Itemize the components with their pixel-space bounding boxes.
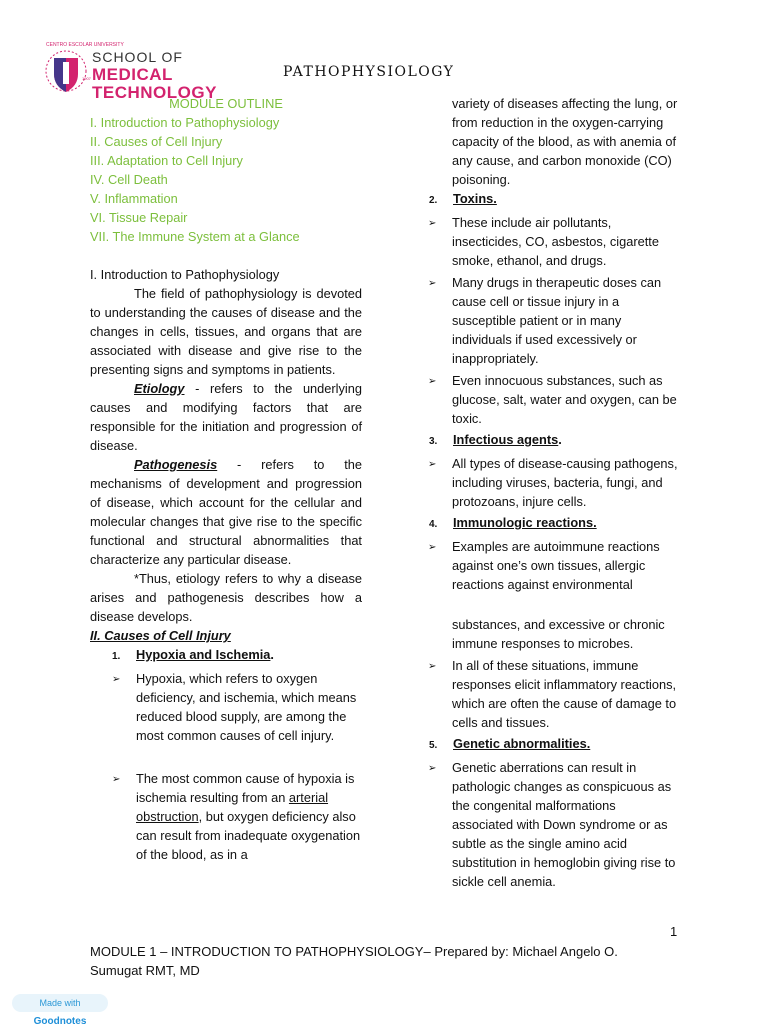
bullet-text: Hypoxia, which refers to oxygen deficiency, and ischemia, which means reduced blood supply, are among the most common causes of cell injury. bbox=[136, 671, 357, 743]
page-number: 1 bbox=[670, 924, 678, 939]
bullet-item bbox=[428, 758, 680, 891]
outline-item: I. Introduction to Pathophysiology bbox=[90, 115, 280, 130]
bullet-item bbox=[112, 769, 362, 864]
bullet-text-part: , but oxygen deficiency also can result from inadequate oxygenation of the blood, as in a bbox=[136, 809, 361, 862]
arrow-bullet-icon: ➢ bbox=[428, 661, 437, 672]
arrow-bullet-icon: ➢ bbox=[112, 774, 121, 785]
cause-number: 4. bbox=[429, 519, 438, 530]
cause-title: Immunologic reactions. bbox=[453, 515, 597, 530]
arrow-bullet-icon: ➢ bbox=[428, 376, 437, 387]
arrow-bullet-icon: ➢ bbox=[428, 278, 437, 289]
badge-made-with: Made with bbox=[39, 998, 81, 1008]
pathogenesis-term: Pathogenesis bbox=[134, 457, 218, 472]
right-column bbox=[428, 94, 680, 893]
pathogenesis-definition bbox=[90, 455, 362, 569]
arrow-bullet-icon: ➢ bbox=[428, 218, 437, 229]
cause-number: 2. bbox=[429, 195, 438, 206]
bullet-item bbox=[112, 669, 362, 745]
intro-paragraph: The field of pathophysiology is devoted to understanding the causes of disease and the changes in cells, tissues, and organs that are associated with disease and give rise to the presenting signs and symptoms in patients. bbox=[90, 286, 362, 377]
outline-item: III. Adaptation to Cell Injury bbox=[90, 153, 243, 168]
bullet-continuation: substances, and excessive or chronic immune responses to microbes. bbox=[452, 617, 665, 651]
bullet-item bbox=[428, 213, 680, 270]
cause-immunologic bbox=[429, 513, 680, 534]
document-title: PATHOPHYSIOLOGY bbox=[283, 64, 455, 80]
logo-ring-text: CENTRO ESCOLAR UNIVERSITY bbox=[46, 42, 124, 48]
logo-year: 1907 bbox=[82, 76, 91, 81]
bullet-item bbox=[428, 656, 680, 732]
cause-title: Hypoxia and Ischemia bbox=[136, 647, 271, 662]
outline-item: IV. Cell Death bbox=[90, 172, 168, 187]
etiology-definition bbox=[90, 379, 362, 455]
bullet-continuation: variety of diseases affecting the lung, or from reduction in the oxygen-carrying capacity of the blood, as with anemia of any cause, and carbon monoxide (CO) poisoning. bbox=[452, 96, 678, 187]
thus-paragraph: *Thus, etiology refers to why a disease arises and pathogenesis describes how a disease develops. bbox=[90, 571, 362, 624]
cause-title-dot: . bbox=[558, 432, 562, 447]
school-line-3: TECHNOLOGY bbox=[92, 83, 217, 102]
bullet-text: All types of disease-causing pathogens, including viruses, bacteria, fungi, and protozoans, injure cells. bbox=[452, 456, 678, 509]
intro-heading: I. Introduction to Pathophysiology bbox=[90, 267, 280, 282]
cause-number: 1. bbox=[112, 651, 121, 662]
cause-title: Infectious agents bbox=[453, 432, 559, 447]
bullet-text-part: The most common cause of hypoxia is ischemia resulting from an bbox=[136, 771, 355, 805]
school-line-1: SCHOOL OF bbox=[92, 49, 183, 65]
badge-brand: Goodnotes bbox=[33, 1016, 87, 1027]
bullet-text: Even innocuous substances, such as glucose, salt, water and oxygen, can be toxic. bbox=[452, 373, 677, 426]
cause-toxins bbox=[429, 189, 680, 210]
arrow-bullet-icon: ➢ bbox=[428, 763, 437, 774]
left-column bbox=[90, 94, 362, 866]
cause-infectious bbox=[429, 430, 680, 451]
outline-item: V. Inflammation bbox=[90, 191, 178, 206]
causes-heading: II. Causes of Cell Injury bbox=[90, 628, 231, 643]
bullet-item bbox=[428, 454, 680, 511]
bullet-text: These include air pollutants, insecticides, CO, asbestos, cigarette smoke, ethanol, and drugs. bbox=[452, 215, 659, 268]
outline-item: II. Causes of Cell Injury bbox=[90, 134, 223, 149]
bullet-text: Genetic aberrations can result in pathologic changes as conspicuous as the congenital malformations associated with Down syndrome or as subtle as the single amino acid substitution in hemoglobin giving rise to sickle cell anemia. bbox=[452, 760, 676, 889]
arrow-bullet-icon: ➢ bbox=[428, 542, 437, 553]
arrow-bullet-icon: ➢ bbox=[428, 459, 437, 470]
made-with-goodnotes-badge[interactable] bbox=[12, 994, 108, 1027]
bullet-item bbox=[428, 371, 680, 428]
cause-genetic bbox=[429, 734, 680, 755]
pathogenesis-text: - refers to the mechanisms of development and progression of disease, which account for the cellular and molecular changes that give rise to the specific functional and structural abnormalities that characterize any particular disease. bbox=[90, 457, 362, 567]
etiology-text: - refers to the underlying causes and modifying factors that are responsible for the initiation and progression of disease. bbox=[90, 381, 362, 453]
school-line-2: MEDICAL bbox=[92, 65, 173, 84]
cause-title: Toxins. bbox=[453, 191, 497, 206]
cause-title: Genetic abnormalities. bbox=[453, 736, 591, 751]
module-outline-heading: MODULE OUTLINE bbox=[169, 96, 283, 111]
outline-item: VI. Tissue Repair bbox=[90, 210, 188, 225]
bullet-text: Examples are autoimmune reactions against one’s own tissues, allergic reactions against environmental bbox=[452, 539, 660, 592]
etiology-term: Etiology bbox=[134, 381, 185, 396]
arterial-obstruction-term: arterial obstruction bbox=[136, 790, 329, 824]
bullet-text: Many drugs in therapeutic doses can cause cell or tissue injury in a susceptible patient or in many individuals if used excessively or inappropriately. bbox=[452, 275, 662, 366]
page-footer: MODULE 1 – INTRODUCTION TO PATHOPHYSIOLOGY– Prepared by: Michael Angelo O. Sumugat RMT, MD bbox=[90, 944, 618, 978]
bullet-text: In all of these situations, immune responses elicit inflammatory reactions, which are often the cause of damage to cells and tissues. bbox=[452, 658, 677, 730]
bullet-item bbox=[428, 273, 680, 368]
cause-title-dot: . bbox=[270, 647, 274, 662]
outline-item: VII. The Immune System at a Glance bbox=[90, 229, 300, 244]
bullet-item bbox=[428, 537, 680, 594]
bullet-text bbox=[136, 769, 362, 864]
cause-hypoxia bbox=[112, 645, 362, 666]
arrow-bullet-icon: ➢ bbox=[112, 674, 121, 685]
cause-number: 3. bbox=[429, 436, 438, 447]
cause-number: 5. bbox=[429, 740, 438, 751]
